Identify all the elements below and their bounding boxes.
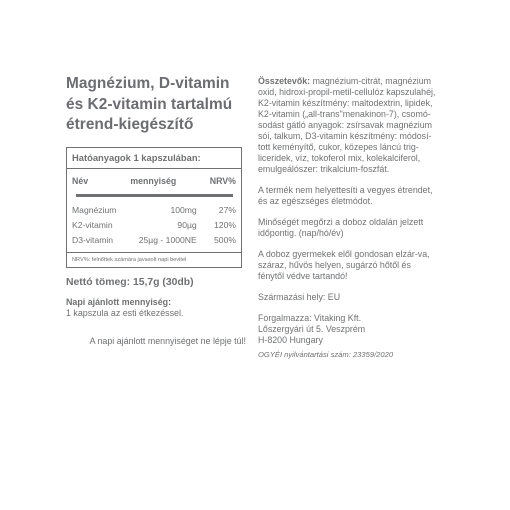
distributor-line-3: H-8200 Hungary <box>258 335 323 345</box>
ingredients-line-4: K2-vitamin („all-trans"menakinon-7), csomó- <box>258 109 431 119</box>
storage-note: A doboz gyermekek elől gondosan elzár-va, száraz, hűvös helyen, sugárzó hőtől és fénytől védve tartandó! <box>258 249 430 281</box>
net-weight: Nettó tömeg: 15,7g (30db) <box>66 276 194 288</box>
ingredients-line-3: K2-vitamin készítmény: maltodextrin, lipidek, <box>258 98 433 108</box>
ingredients-line-7: tott keményítő, cukor, közepes láncú trig- <box>258 142 419 152</box>
row-amount: 25µg - 1000NE <box>138 234 197 245</box>
substitute-note: A termék nem helyettesíti a vegyes étrendet, és az egészséges életmódot. <box>258 185 433 206</box>
left-column <box>66 74 246 347</box>
table-row <box>67 218 241 233</box>
column-name: Név <box>72 175 89 186</box>
right-column <box>258 76 436 370</box>
origin-note: Származási hely: EU <box>258 292 341 302</box>
ingredients-line-1: magnézium-citrát, magnézium <box>310 76 432 86</box>
ingredients-line-8: liceridek, víz, tokoferol mix, kolekalciferol, <box>258 153 421 163</box>
distributor <box>258 313 436 346</box>
row-nrv: 500% <box>214 234 236 245</box>
nutrition-table-box <box>66 147 242 268</box>
ingredients <box>258 76 436 175</box>
product-title <box>66 74 246 136</box>
row-nrv: 27% <box>218 204 236 215</box>
nrv-footnote: NRV%: felnőttek számára javasolt napi bevitel <box>67 252 241 267</box>
title-line-3: étrend-kiegészítő <box>66 116 194 133</box>
daily-dose-text: 1 kapszula az esti étkezéssel. <box>66 307 184 318</box>
ingredients-line-5: sodást gátló anyagok: zsírsavak magnézium <box>258 120 433 130</box>
distributor-line-1: Forgalmazza: Vitaking Kft. <box>258 313 362 323</box>
column-nrv: NRV% <box>209 175 236 186</box>
ingredients-line-6: sói, talkum, D3-vitamin készítmény: módosí- <box>258 131 432 141</box>
row-amount: 90µg <box>177 219 197 230</box>
nutrition-table <box>67 169 241 252</box>
column-amount: mennyiség <box>130 175 177 186</box>
row-name: D3-vitamin <box>72 234 114 245</box>
table-row <box>67 233 241 252</box>
daily-dose-label: Napi ajánlott mennyiség: <box>66 296 172 307</box>
ingredients-line-2: oxid, hidroxi-propil-metil-cellulóz kapszulahéj, <box>258 87 436 97</box>
nutrition-column-headers <box>67 169 241 192</box>
dose-warning: A napi ajánlott mennyiséget ne lépje túl! <box>89 335 246 346</box>
row-nrv: 120% <box>214 219 236 230</box>
table-row <box>67 199 241 218</box>
registration-number: OGYÉI nyilvántartási szám: 23359/2020 <box>258 350 394 359</box>
header-rule <box>76 194 233 197</box>
row-name: K2-vitamin <box>72 219 113 230</box>
best-before-note: Minőségét megőrzi a doboz oldalán jelzett időpontig. (nap/hó/év) <box>258 217 424 238</box>
title-line-2: és K2-vitamin tartalmú <box>66 95 233 113</box>
distributor-line-2: Lőszergyári út 5. Veszprém <box>258 324 366 334</box>
row-amount: 100mg <box>170 204 197 215</box>
ingredients-label: Összetevők: <box>258 76 311 86</box>
nutrition-header: Hatóanyagok 1 kapszulában: <box>67 148 241 169</box>
row-name: Magnézium <box>72 204 117 215</box>
ingredients-line-9: emulgeálószer: trikalcium-foszfát. <box>258 164 390 174</box>
title-line-1: Magnézium, D-vitamin <box>66 75 230 92</box>
